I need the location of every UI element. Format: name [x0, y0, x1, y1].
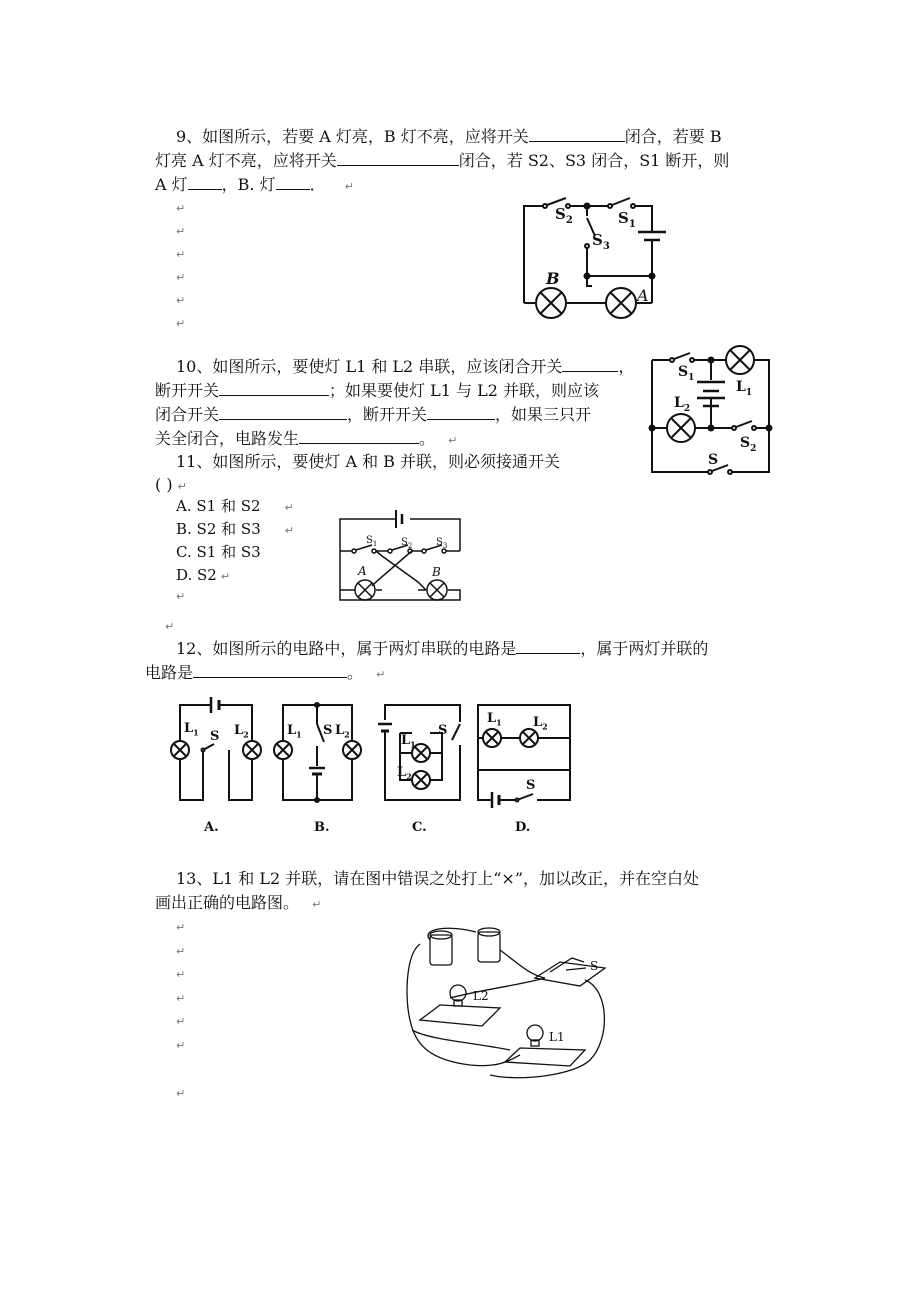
paragraph-mark: ↵: [448, 434, 458, 447]
paragraph-mark: ↵: [176, 590, 186, 603]
switch-s1-pivot: [608, 204, 612, 208]
q12-circuit-b: [274, 703, 361, 802]
q12-text: 12、如图所示的电路中，属于两灯串联的电路是: [176, 639, 517, 658]
q9-text: 闭合，若要 B: [624, 127, 722, 146]
wire: [524, 206, 543, 303]
paragraph-mark: ↵: [284, 501, 294, 514]
cross-wires: [372, 551, 426, 590]
label-l2: $L_2$: [335, 723, 350, 740]
label-l1: $L_1$: [184, 721, 199, 738]
paragraph-mark: ↵: [176, 992, 186, 1005]
q9-text: ，B. 灯: [221, 175, 276, 194]
switch-s2-pivot: [543, 204, 547, 208]
q13-line-2: 画出正确的电路图。 ↵: [155, 893, 322, 912]
label-l1: $L_1$: [487, 711, 502, 728]
lamp-b-cross: [540, 292, 562, 314]
paragraph-mark: ↵: [376, 668, 386, 681]
q11-line-1: 11、如图所示，要使灯 A 和 B 并联，则必须接通开关: [176, 452, 561, 471]
label-l1: $L_1$: [401, 733, 416, 750]
label-s: S: [590, 959, 599, 973]
label-s: S: [708, 452, 719, 468]
paragraph-mark: ↵: [220, 570, 231, 583]
q11-option-a[interactable]: A. S1 和 S2 ↵: [176, 497, 294, 515]
label-l2: $L_2$: [234, 723, 249, 740]
q12-option-a[interactable]: A.: [204, 820, 219, 835]
label-s: S: [526, 778, 536, 793]
q12-text: 电路是: [145, 663, 194, 682]
label-s: S: [210, 729, 220, 744]
q11-option-b[interactable]: B. S2 和 S3 ↵: [176, 520, 294, 538]
q11-option-d[interactable]: D. S2 ↵: [176, 566, 231, 584]
label-l1: L1: [549, 1030, 565, 1044]
q12-option-b[interactable]: B.: [314, 820, 330, 835]
paragraph-mark: ↵: [176, 968, 186, 981]
label-l1: $L_1$: [736, 379, 753, 398]
q12-option-d[interactable]: D.: [515, 820, 531, 835]
q9-text: 闭合，若 S2、S3 闭合，S1 断开，则: [458, 151, 730, 170]
label-l2: $L_2$: [397, 765, 412, 782]
paragraph-mark: ↵: [312, 898, 322, 911]
paragraph-mark: ↵: [176, 1015, 186, 1028]
label-s3: $S_3$: [592, 231, 610, 252]
q13-line-1: 13、L1 和 L2 并联，请在图中错误之处打上“×”，加以改正，并在空白处: [176, 869, 699, 888]
paragraph-mark: ↵: [165, 620, 175, 633]
paragraph-mark: ↵: [176, 294, 186, 307]
label-a: A: [637, 286, 649, 305]
paragraph-mark: ↵: [284, 524, 294, 537]
q9-text: 9、如图所示，若要 A 灯亮，B 灯不亮，应将开关: [176, 127, 529, 146]
paragraph-mark: ↵: [176, 248, 186, 261]
label-s3: $S_3$: [436, 537, 448, 550]
q13-physical-circuit: [407, 928, 605, 1078]
q10-text: ，断开开关: [347, 405, 428, 424]
label-s1: $S_1$: [678, 364, 695, 383]
wire: [407, 944, 520, 1066]
label-s1: $S_1$: [366, 535, 378, 548]
paragraph-mark: ↵: [176, 202, 186, 215]
bulb-l2-icon: [450, 985, 466, 1001]
wire: [635, 206, 652, 232]
wire: [385, 705, 460, 722]
wire: [412, 1030, 510, 1050]
paragraph-mark: ↵: [177, 480, 187, 493]
paragraph-mark: ↵: [176, 225, 186, 238]
label-a: A: [358, 564, 367, 578]
wire: [180, 750, 252, 800]
junction: [650, 274, 655, 279]
q10-text: 。: [419, 429, 436, 448]
label-s: S: [323, 723, 333, 738]
label-s2: $S_2$: [555, 205, 573, 226]
paragraph-mark: ↵: [176, 921, 186, 934]
paragraph-mark: ↵: [344, 180, 354, 193]
q10-text: 关全闭合，电路发生: [155, 429, 300, 448]
paragraph-mark: ↵: [176, 1087, 186, 1100]
label-s2: $S_2$: [401, 537, 413, 550]
q9-text: ．: [309, 175, 326, 194]
q12-text: 。: [347, 663, 364, 682]
bulb-l1-icon: [527, 1025, 543, 1041]
lamp-a-cross: [610, 292, 632, 314]
wire: [694, 360, 769, 472]
q11-option-c[interactable]: C. S1 和 S3: [176, 543, 261, 561]
label-l1: $L_1$: [287, 723, 302, 740]
label-l2: $L_2$: [674, 395, 691, 414]
label-b: B: [546, 269, 560, 288]
q10-text: 10、如图所示，要使灯 L1 和 L2 串联，应该闭合开关: [176, 357, 563, 376]
q9-text: 灯亮 A 灯不亮，应将开关: [155, 151, 337, 170]
paragraph-mark: ↵: [176, 945, 186, 958]
q12-circuit-c: [378, 705, 460, 800]
q10-text: ，: [618, 357, 635, 376]
label-s2: $S_2$: [740, 435, 757, 454]
q10-text: 闭合开关: [155, 405, 220, 424]
q12-option-c[interactable]: C.: [412, 820, 427, 835]
paragraph-mark: ↵: [176, 1039, 186, 1052]
q9-text: A 灯: [155, 175, 188, 194]
switch-s3-contact: [585, 244, 589, 248]
q11-answer-paren[interactable]: ( ): [155, 475, 173, 494]
lamp-l2-base: [420, 1005, 500, 1026]
wire: [490, 980, 604, 1078]
q10-text: ，如果三只开: [495, 405, 592, 424]
q12-text: ，属于两灯并联的: [580, 639, 709, 658]
wire: [500, 950, 545, 978]
label-s: S: [438, 723, 448, 738]
q12-circuit-a: [171, 697, 261, 800]
paragraph-mark: ↵: [176, 271, 186, 284]
switch-s1-blade: [612, 198, 630, 205]
label-l2: L2: [473, 989, 489, 1003]
q10-text: 断开开关: [155, 381, 220, 400]
label-b: B: [432, 565, 441, 579]
paragraph-mark: ↵: [176, 317, 186, 330]
label-l2: $L_2$: [533, 715, 548, 732]
label-s1: $S_1$: [618, 209, 636, 230]
q10-text: ；如果要使灯 L1 与 L2 并联，则应该: [329, 381, 599, 400]
